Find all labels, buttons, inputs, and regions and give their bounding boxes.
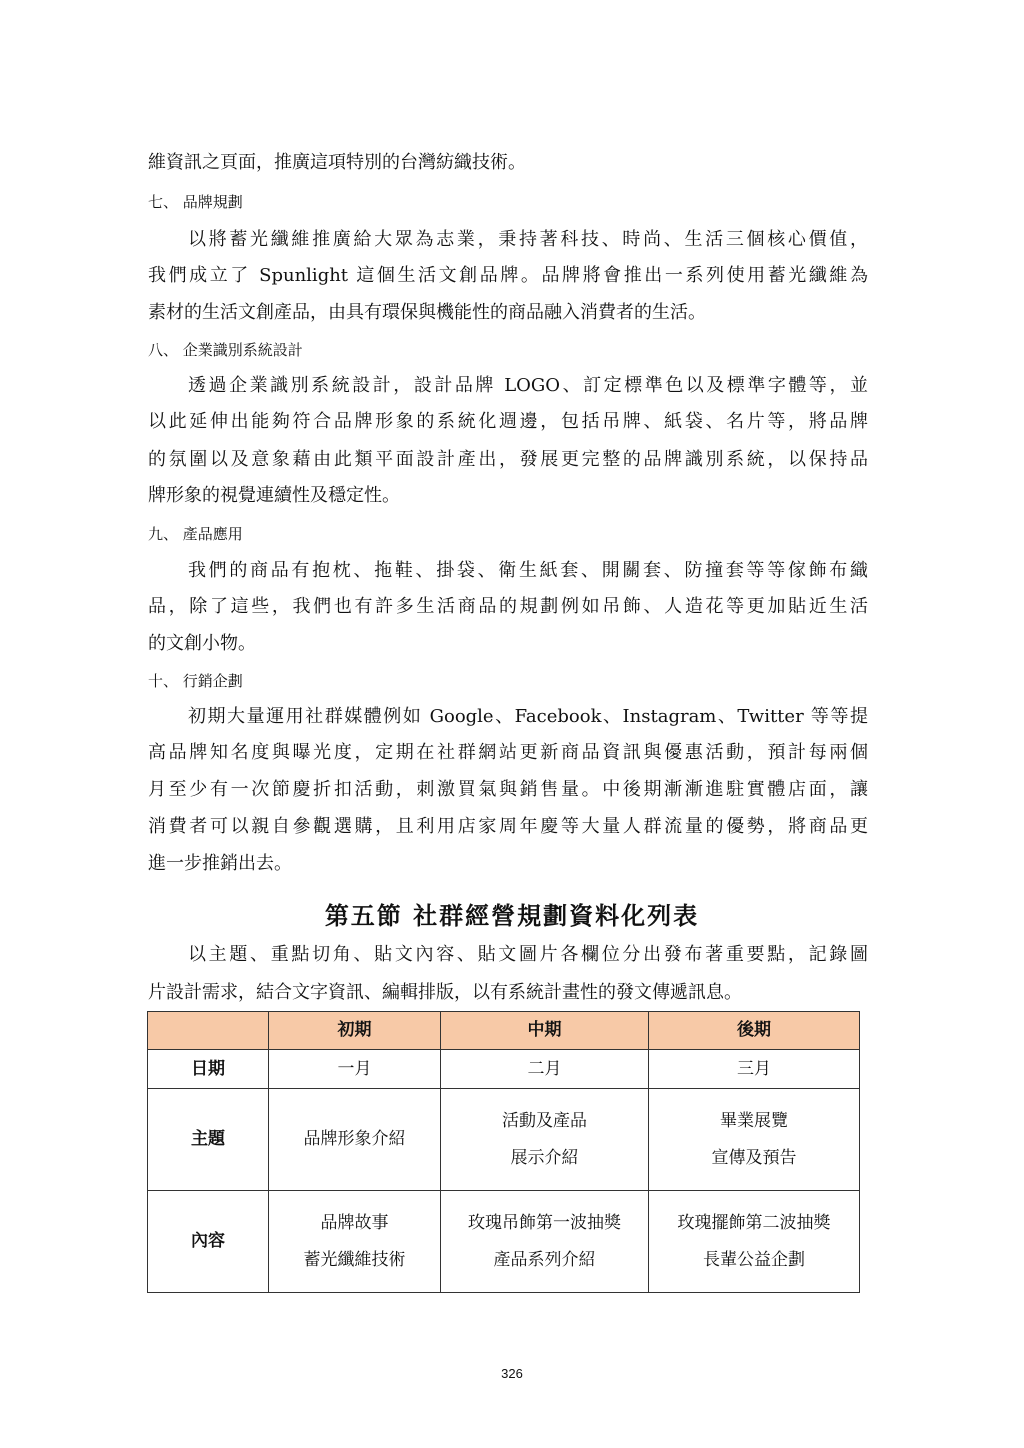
paragraph-line: 的文創小物。 — [148, 633, 256, 654]
cell-line: 產品系列介紹 — [493, 1249, 596, 1270]
table-cell — [441, 1089, 649, 1191]
cell-line: 玫瑰擺飾第二波抽獎 — [677, 1212, 831, 1233]
paragraph-line: 我們成立了 Spunlight 這個生活文創品牌。品牌將會推出一系列使用蓄光纖維為 — [148, 265, 868, 286]
paragraph-line: 我們的商品有抱枕、拖鞋、掛袋、衛生紙套、開關套、防撞套等等傢飾布織 — [188, 560, 868, 581]
section-heading: 九、 產品應用 — [148, 525, 243, 543]
table-row — [148, 1089, 860, 1191]
table-cell: 三月 — [649, 1050, 860, 1089]
cell-line: 畢業展覽 — [720, 1110, 788, 1131]
header-cell: 後期 — [649, 1012, 860, 1050]
paragraph-line: 片設計需求，結合文字資訊、編輯排版，以有系統計畫性的發文傳遞訊息。 — [148, 982, 742, 1003]
table-cell — [269, 1191, 441, 1293]
cell-line: 品牌故事 — [320, 1212, 389, 1233]
header-cell: 中期 — [441, 1012, 649, 1050]
cell-line: 蓄光纖維技術 — [303, 1249, 406, 1270]
paragraph-line: 以主題、重點切角、貼文內容、貼文圖片各欄位分出發布著重要點，記錄圖 — [188, 944, 868, 965]
row-label: 主題 — [148, 1089, 269, 1191]
cell-line: 宣傳及預告 — [711, 1147, 797, 1168]
section-heading: 七、 品牌規劃 — [148, 193, 243, 211]
social-plan-table — [147, 1011, 860, 1293]
paragraph-line: 的氛圍以及意象藉由此類平面設計產出，發展更完整的品牌識別系統，以保持品 — [148, 449, 868, 470]
table-cell — [441, 1191, 649, 1293]
paragraph-line: 高品牌知名度與曝光度，定期在社群網站更新商品資訊與優惠活動，預計每兩個 — [148, 742, 868, 763]
table-row — [148, 1191, 860, 1293]
row-label: 日期 — [148, 1050, 269, 1089]
paragraph-line: 消費者可以親自參觀選購，且利用店家周年慶等大量人群流量的優勢，將商品更 — [148, 816, 868, 837]
paragraph-line: 透過企業識別系統設計，設計品牌 LOGO、訂定標準色以及標準字體等，並 — [188, 375, 868, 396]
row-label: 內容 — [148, 1191, 269, 1293]
paragraph-line: 以此延伸出能夠符合品牌形象的系統化週邊，包括吊牌、紙袋、名片等，將品牌 — [148, 411, 868, 432]
cell-line: 展示介紹 — [510, 1147, 579, 1168]
paragraph-line: 牌形象的視覺連續性及穩定性。 — [148, 485, 400, 506]
cell-line: 玫瑰吊飾第一波抽獎 — [468, 1212, 621, 1233]
cell-line: 活動及產品 — [502, 1110, 587, 1131]
header-cell: 初期 — [269, 1012, 441, 1050]
table-cell: 二月 — [441, 1050, 649, 1089]
table-row — [148, 1050, 860, 1089]
table-cell — [649, 1191, 860, 1293]
table-cell: 一月 — [269, 1050, 441, 1089]
paragraph-line: 維資訊之頁面，推廣這項特別的台灣紡織技術。 — [148, 152, 526, 173]
section-heading: 十、 行銷企劃 — [148, 672, 243, 690]
page-number: 326 — [501, 1366, 523, 1381]
paragraph-line: 以將蓄光纖維推廣給大眾為志業，秉持著科技、時尚、生活三個核心價值， — [188, 229, 868, 250]
paragraph-line: 初期大量運用社群媒體例如 Google、Facebook、Instagram、Twitter 等等提 — [188, 706, 868, 727]
table-cell — [649, 1089, 860, 1191]
header-cell — [148, 1012, 269, 1050]
paragraph-line: 品，除了這些，我們也有許多生活商品的規劃例如吊飾、人造花等更加貼近生活 — [148, 596, 868, 617]
paragraph-line: 進一步推銷出去。 — [148, 853, 292, 874]
section-title: 第五節 社群經營規劃資料化列表 — [324, 901, 700, 930]
cell-line: 長輩公益企劃 — [703, 1249, 805, 1270]
section-heading: 八、 企業識別系統設計 — [148, 341, 303, 359]
paragraph-line: 素材的生活文創產品，由具有環保與機能性的商品融入消費者的生活。 — [148, 302, 706, 323]
cell-line: 品牌形象介紹 — [303, 1129, 406, 1149]
table-cell — [269, 1089, 441, 1191]
table-header-row — [148, 1012, 860, 1050]
paragraph-line: 月至少有一次節慶折扣活動，刺激買氣與銷售量。中後期漸漸進駐實體店面，讓 — [148, 779, 868, 800]
